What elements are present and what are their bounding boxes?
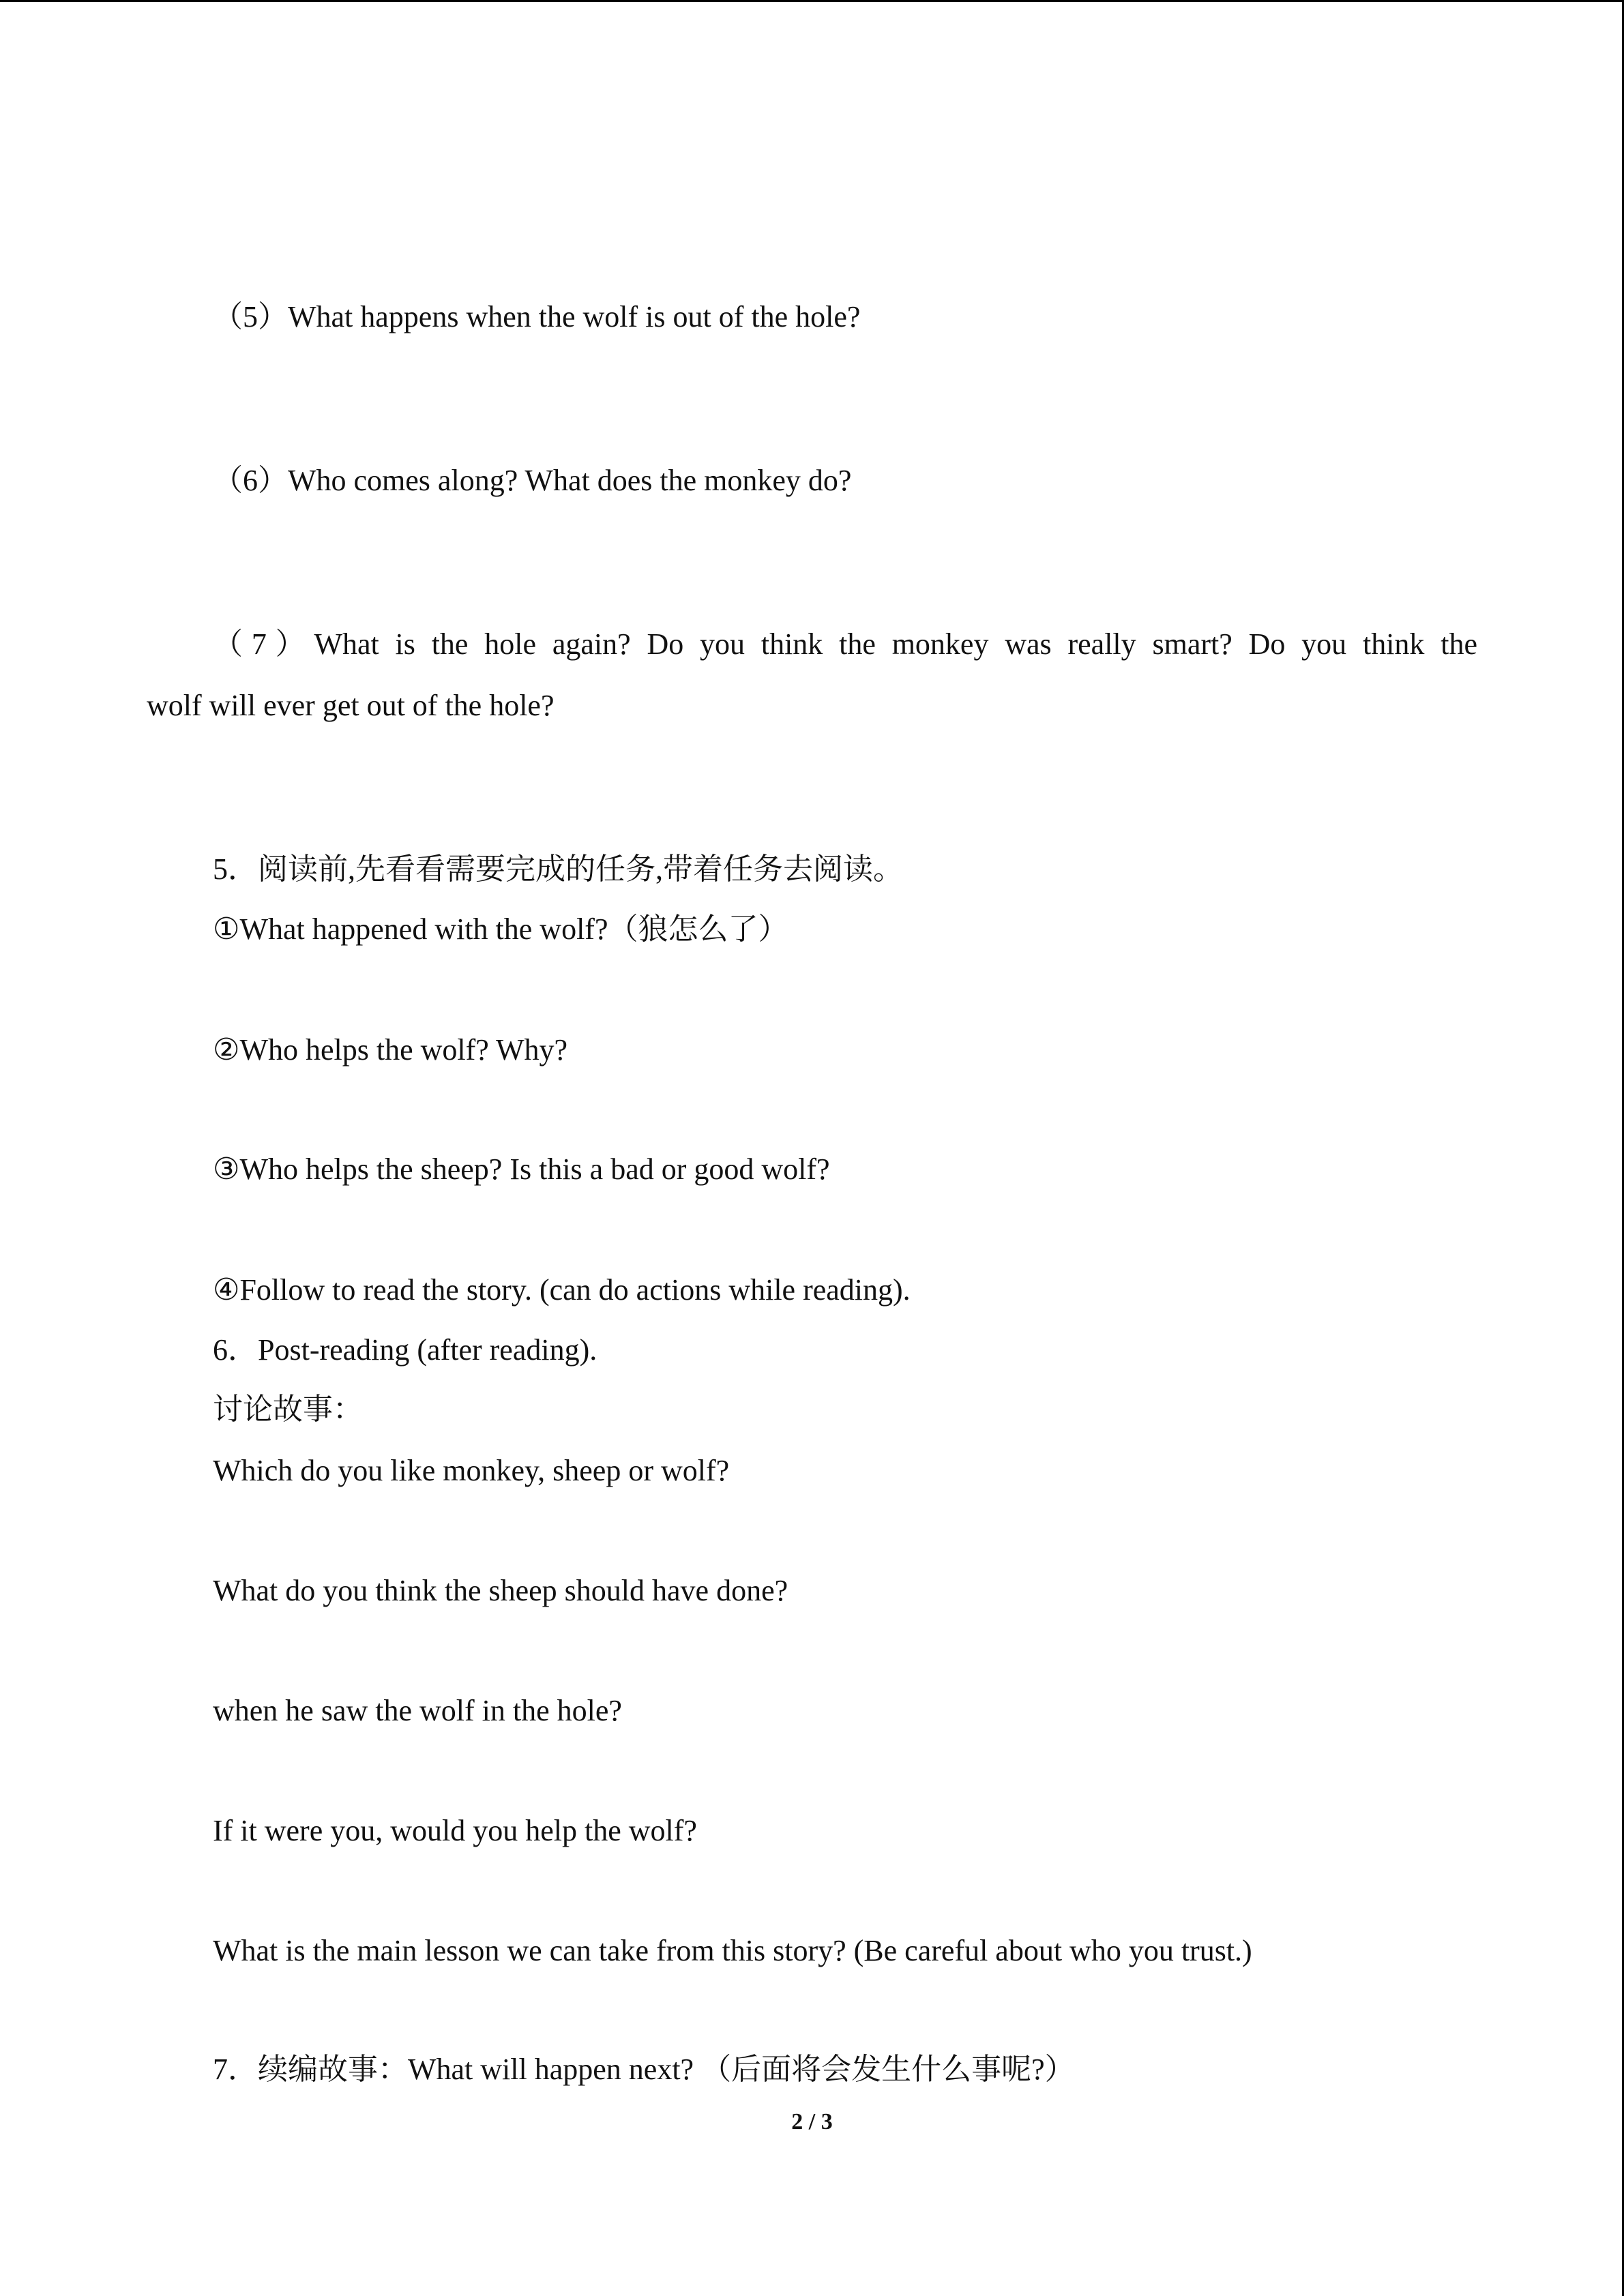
task-2: ②Who helps the wolf? Why? xyxy=(213,1033,568,1067)
discussion-item: What is the main lesson we can take from this story? (Be careful about who you trust.) xyxy=(213,1934,1252,1967)
section-5-heading: 5．阅读前,先看看需要完成的任务,带着任务去阅读。 xyxy=(213,852,903,886)
discussion-item: Which do you like monkey, sheep or wolf? xyxy=(213,1454,730,1487)
question-7-line-1: （7）What is the hole again? Do you think the monkey was really smart? Do you think the xyxy=(213,627,1477,661)
page-number: 2 / 3 xyxy=(791,2109,833,2134)
task-4: ④Follow to read the story. (can do actions while reading). xyxy=(213,1273,911,1307)
task-3: ③Who helps the sheep? Is this a bad or good wolf? xyxy=(213,1152,830,1186)
discussion-item: What do you think the sheep should have done? xyxy=(213,1574,788,1607)
discussion-item: If it were you, would you help the wolf? xyxy=(213,1814,697,1847)
section-6-subheading: 讨论故事： xyxy=(213,1392,363,1426)
question-6: （6）Who comes along? What does the monkey do? xyxy=(213,464,852,497)
section-7-heading: 7．续编故事：What will happen next? （后面将会发生什么事呢?） xyxy=(213,2053,1075,2086)
task-1: ①What happened with the wolf?（狼怎么了） xyxy=(213,912,788,946)
question-5: （5）What happens when the wolf is out of the hole? xyxy=(213,300,861,333)
section-6-heading: 6．Post-reading (after reading). xyxy=(213,1333,597,1367)
discussion-item: when he saw the wolf in the hole? xyxy=(213,1694,622,1727)
question-7-line-2: wolf will ever get out of the hole? xyxy=(147,689,555,722)
